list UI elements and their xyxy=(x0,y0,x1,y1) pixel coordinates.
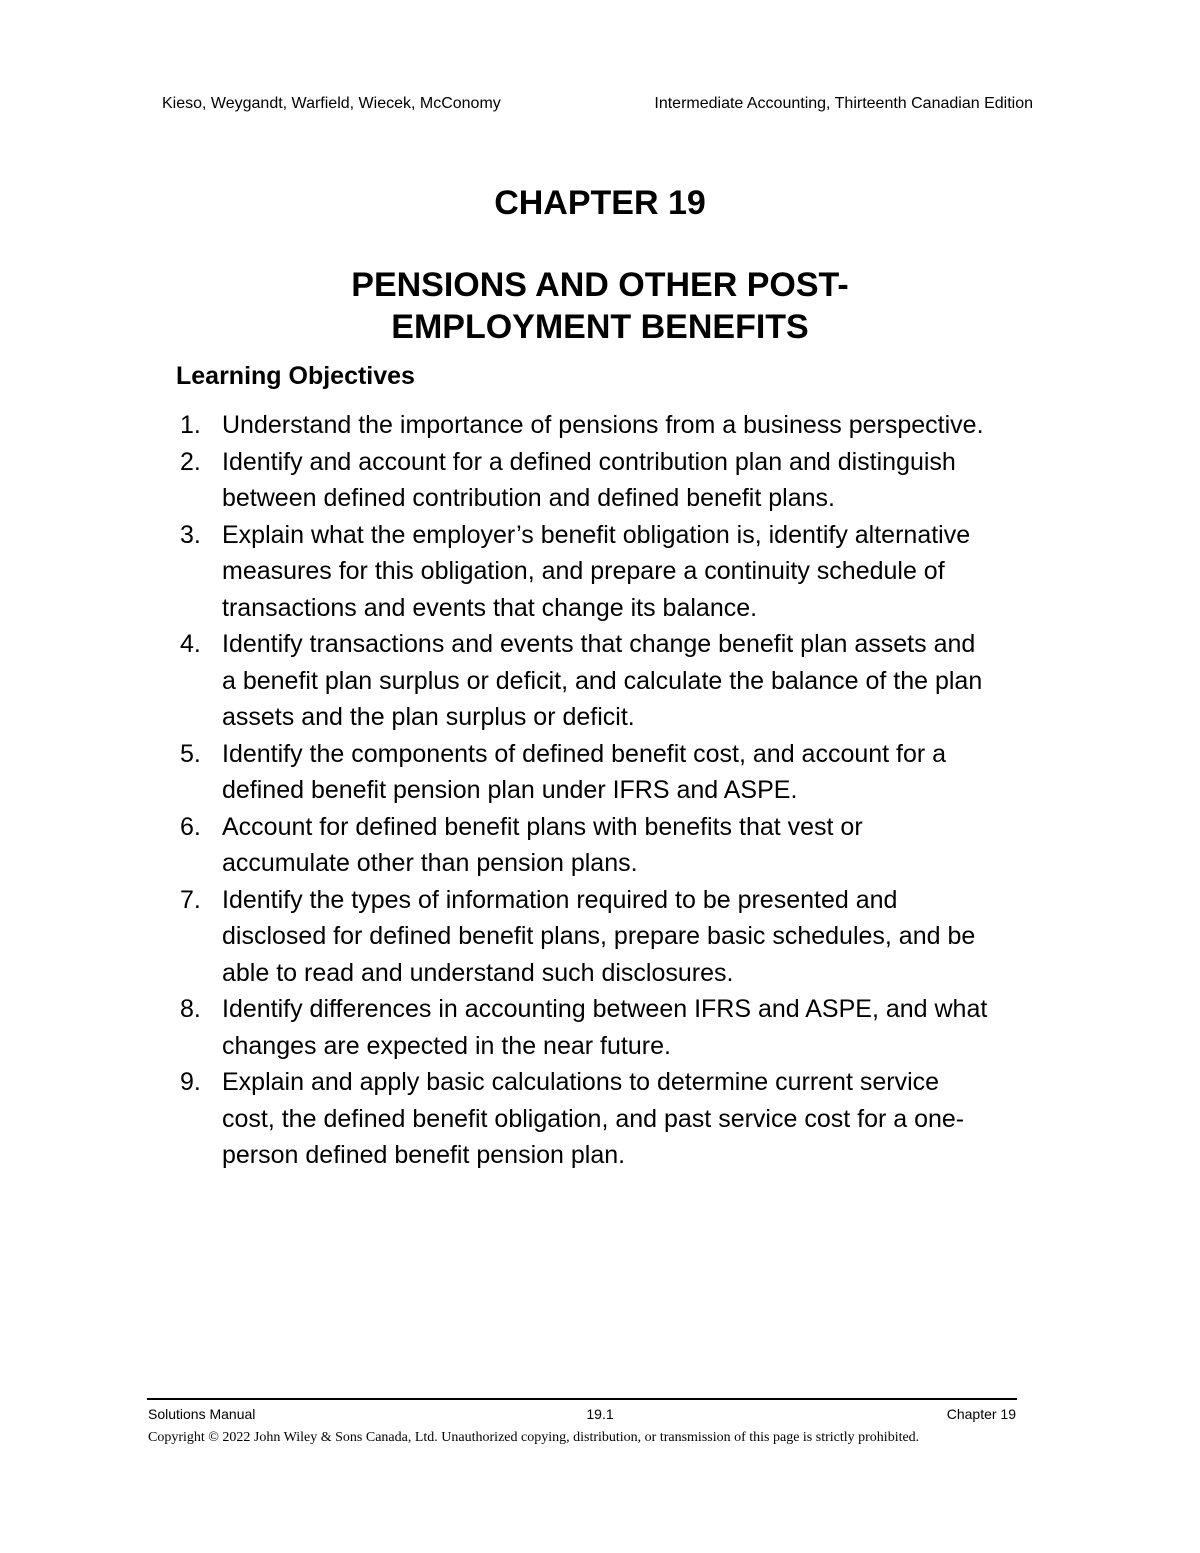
objective-text: Identify the components of defined benefit cost, and account for a defined benefit pension plan under IFRS and ASPE. xyxy=(222,739,947,804)
chapter-title-line-2: EMPLOYMENT BENEFITS xyxy=(391,308,809,346)
header-authors: Kieso, Weygandt, Warfield, Wiecek, McConomy xyxy=(162,95,501,112)
chapter-title-line-1: PENSIONS AND OTHER POST- xyxy=(351,266,849,304)
objective-text: Identify transactions and events that change benefit plan assets and a benefit plan surplus or deficit, and calculate the balance of the plan assets and the plan surplus or deficit. xyxy=(222,630,983,731)
learning-objectives-list xyxy=(176,407,996,1174)
objective-number: 8. xyxy=(180,995,201,1023)
objective-number: 1. xyxy=(180,411,201,439)
objective-text: Identify and account for a defined contribution plan and distinguish between defined contribution and defined benefit plans. xyxy=(222,447,956,512)
objective-number: 7. xyxy=(180,885,201,914)
objective-item xyxy=(176,444,996,517)
objective-text: Explain what the employer’s benefit obligation is, identify alternative measures for this obligation, and prepare a continuity schedule of transactions and events that change its balance. xyxy=(222,520,971,622)
footer-manual-label: Solutions Manual xyxy=(148,1406,256,1422)
objective-number: 3. xyxy=(180,520,201,549)
objective-number: 4. xyxy=(180,630,201,658)
objective-text: Explain and apply basic calculations to determine current service cost, the defined benefit obligation, and past service cost for a one-person defined benefit pension plan. xyxy=(222,1068,965,1169)
objective-text: Account for defined benefit plans with benefits that vest or accumulate other than pension plans. xyxy=(222,812,863,877)
objective-item xyxy=(176,407,996,444)
copyright-notice: Copyright © 2022 John Wiley & Sons Canada, Ltd. Unauthorized copying, distribution, or transmission of this page is strictly prohibited. xyxy=(148,1430,920,1445)
objective-text: Identify the types of information required to be presented and disclosed for defined benefit plans, prepare basic schedules, and be able to read and understand such disclosures. xyxy=(222,885,976,987)
footer-chapter-label: Chapter 19 xyxy=(946,1406,1016,1422)
footer-divider xyxy=(147,1398,1017,1400)
objective-item xyxy=(176,626,996,736)
objective-item xyxy=(176,736,996,809)
objective-number: 6. xyxy=(180,812,201,841)
objective-number: 9. xyxy=(180,1068,201,1096)
objective-item xyxy=(176,991,996,1064)
footer-page-number: 19.1 xyxy=(586,1406,614,1422)
objective-text: Understand the importance of pensions from a business perspective. xyxy=(222,411,984,439)
header-book-title: Intermediate Accounting, Thirteenth Canadian Edition xyxy=(654,95,1033,112)
objective-item xyxy=(176,809,996,882)
learning-objectives-heading: Learning Objectives xyxy=(176,362,415,390)
objective-number: 2. xyxy=(180,447,201,476)
objective-number: 5. xyxy=(180,739,201,768)
chapter-number: CHAPTER 19 xyxy=(494,184,706,222)
chapter-title xyxy=(0,264,1200,348)
objective-item xyxy=(176,517,996,627)
objective-item xyxy=(176,882,996,992)
objective-text: Identify differences in accounting between IFRS and ASPE, and what changes are expected in the near future. xyxy=(222,995,988,1060)
objective-item xyxy=(176,1064,996,1174)
